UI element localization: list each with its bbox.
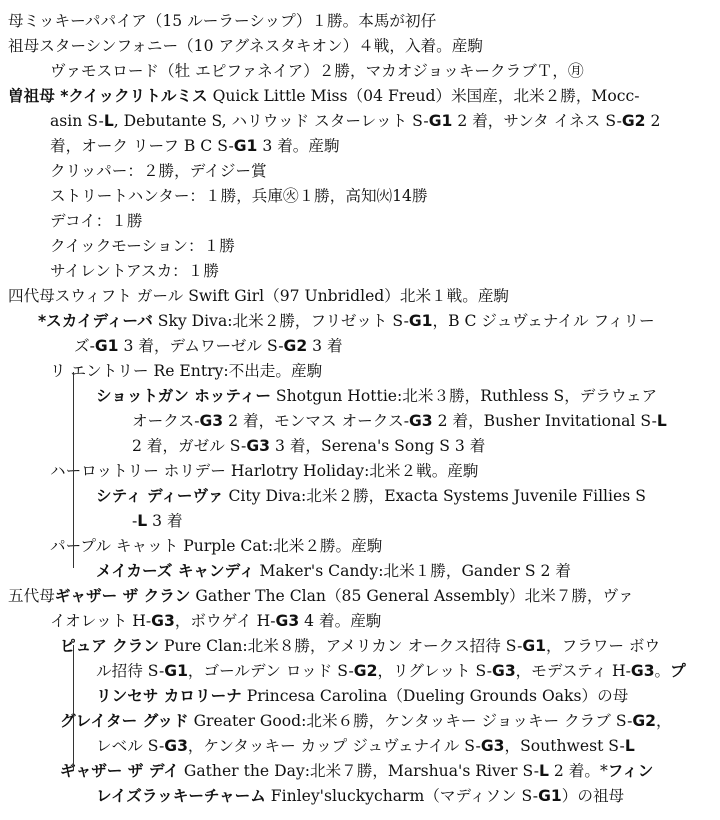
text: クリッパー：２勝，デイジー賞 [50,162,267,180]
offspring-line [50,59,712,84]
bold-text: L [538,762,549,780]
text: ヴァモスロード（牡 エピファネイア）２勝，マカオジョッキークラブＴ，㊊ [50,62,584,80]
text: 2 着。* [548,762,608,780]
text: 四代母スウィフト ガール Swift Girl（97 Unbridled）北米１戦。産駒 [8,287,510,305]
offspring-line [60,759,712,784]
text: 3 着 [147,512,183,530]
bold-text: G3 [492,662,516,680]
text: Greater Good:北米６勝，ケンタッキー ジョッキー クラブ S- [188,712,633,730]
bold-text: L [137,512,148,530]
text: ズ- [74,337,95,355]
text: 2 着，モンマス オークス- [223,412,409,430]
text: 祖母スターシンフォニー（10 アグネスタキオン）４戦，入着。産駒 [8,37,483,55]
offspring-line-cont [96,784,712,809]
text: - [132,512,138,530]
text: asin S- [50,112,104,130]
text: ， [656,712,672,730]
text: 2 着，サンタ イネス S- [452,112,622,130]
great-granddam-line [8,84,712,109]
text: Quick Little Miss（04 Freud）米国産，北米２勝，Mocc- [207,87,640,105]
tree-connector [73,372,74,568]
bold-text: L [103,112,114,130]
bold-text: G2 [283,337,308,355]
offspring-line [38,309,712,334]
grand-offspring-line-cont [132,509,712,534]
text: ，ボウゲイ H- [174,612,276,630]
bold-text: G3 [246,437,270,455]
bold-text: リンセサ カロリーナ [96,687,242,705]
bold-text: ショットガン ホッティー [96,387,271,405]
text: ハーロットリー ホリデー Harlotry Holiday:北米２戦。産駒 [50,462,479,480]
offspring-line [60,634,712,659]
bold-text: G3 [630,662,655,680]
bold-text: グレイター グッド [60,712,189,730]
text: 2 着，Busher Invitational S- [432,412,657,430]
text: クイックモーション：１勝 [50,237,235,255]
text: Gather The Clan（85 General Assembly）北米７勝，ヴァ [190,587,634,605]
bold-text: G1 [94,337,119,355]
bold-text: *クイックリトルミス [60,87,208,105]
text: 3 着 [307,337,343,355]
text: ストリートハンター：１勝，兵庫㊋１勝，高知㈫14勝 [50,187,428,205]
bold-text: G3 [275,612,300,630]
grand-offspring-line [96,484,712,509]
bold-text: G3 [151,612,175,630]
text: 4 着。産駒 [299,612,382,630]
text: Maker's Candy:北米１勝，Gander S 2 着 [254,562,571,580]
text: Shotgun Hottie:北米３勝，Ruthless S，デラウェア [270,387,658,405]
bold-text: G1 [164,662,188,680]
bold-text: G1 [522,637,546,655]
text: 。 [654,662,671,680]
offspring-line-cont [74,334,712,359]
text: ）の祖母 [561,787,625,805]
text: ，ケンタッキー カップ ジュヴェナイル S- [187,737,481,755]
offspring-line [50,209,712,234]
text: デコイ：１勝 [50,212,143,230]
offspring-line [50,159,712,184]
grand-offspring-line-cont [132,409,712,434]
text: Princesa Carolina（Dueling Grounds Oaks）の母 [241,687,629,705]
granddam-line [8,34,712,59]
text: オークス- [132,412,200,430]
bold-text: シティ ディーヴァ [96,487,224,505]
text: Gather the Day:北米７勝，Marshua's River S- [178,762,539,780]
bold-text: ピュア クラン [60,637,159,655]
text: 五代母 [8,587,55,605]
text: ，ゴールデン ロッド S- [187,662,354,680]
offspring-line [50,184,712,209]
text: ，リグレット S- [377,662,493,680]
text: , Debutante S, ハリウッド スターレット S- [113,112,429,130]
bold-text: G3 [199,412,224,430]
bold-text: G1 [408,312,433,330]
offspring-line [60,709,712,734]
text: Finley'sluckycharm（マディソン S- [265,787,539,805]
text: イオレット H- [50,612,152,630]
bold-text: ギャザー ザ デイ [60,762,179,780]
bold-text: *スカイディーバ [38,312,153,330]
bold-text: レイズラッキーチャーム [96,787,266,805]
text: ，フラワー ボウ [546,637,661,655]
bold-text: G3 [409,412,433,430]
bold-text: G2 [353,662,378,680]
great-granddam-line-cont [50,134,712,159]
offspring-line [50,459,712,484]
text: Pure Clan:北米８勝，アメリカン オークス招待 S- [159,637,523,655]
bold-text: L [624,737,635,755]
text: リ エントリー Re Entry:不出走。産駒 [50,362,323,380]
text: 3 着，Serena's Song S 3 着 [269,437,486,455]
offspring-line [50,534,712,559]
bold-text: G2 [632,712,657,730]
bold-text: メイカーズ キャンディ [96,562,255,580]
dam-line [8,9,712,34]
bold-text: L [656,412,667,430]
offspring-line [50,259,712,284]
offspring-line-cont [96,659,712,684]
fifth-dam-line [8,584,712,609]
text: 母ミッキーパパイア（15 ルーラーシップ）１勝。本馬が初仔 [8,12,437,30]
offspring-line [50,234,712,259]
bold-text: G1 [233,137,258,155]
text: Sky Diva:北米２勝，フリゼット S- [152,312,409,330]
text: 2 [645,112,661,130]
text: パープル キャット Purple Cat:北米２勝。産駒 [50,537,383,555]
text: ，B C ジュヴェナイル フィリー [432,312,655,330]
text: ，モデスティ H- [515,662,631,680]
text: ，Southwest S- [504,737,625,755]
offspring-line [50,359,712,384]
bold-text: G3 [480,737,505,755]
offspring-line-cont [96,684,712,709]
text: サイレントアスカ：１勝 [50,262,219,280]
text: 2 着，ガゼル S- [132,437,247,455]
bold-text: G1 [538,787,562,805]
bold-text: 曽祖母 [8,87,61,105]
text: 3 着，デムワーゼル S- [118,337,284,355]
grand-offspring-line-cont [132,434,712,459]
bold-text: G2 [621,112,646,130]
bold-text: ギャザー ザ クラン [54,587,191,605]
bold-text: G3 [164,737,188,755]
great-granddam-line-cont [50,109,712,134]
bold-text: G1 [428,112,453,130]
tree-connector [73,645,74,771]
offspring-line-cont [96,734,712,759]
text: ル招待 S- [96,662,165,680]
grand-offspring-line [96,384,712,409]
text: 着，オーク リーフ B C S- [50,137,234,155]
fifth-dam-line-cont [50,609,712,634]
text: City Diva:北米２勝，Exacta Systems Juvenile Fillies S [223,487,646,505]
text: 3 着。産駒 [257,137,340,155]
grand-offspring-line [96,559,712,584]
text: レベル S- [96,737,165,755]
bold-text: プ [670,662,686,680]
bold-text: フィン [607,762,654,780]
fourth-dam-line [8,284,712,309]
